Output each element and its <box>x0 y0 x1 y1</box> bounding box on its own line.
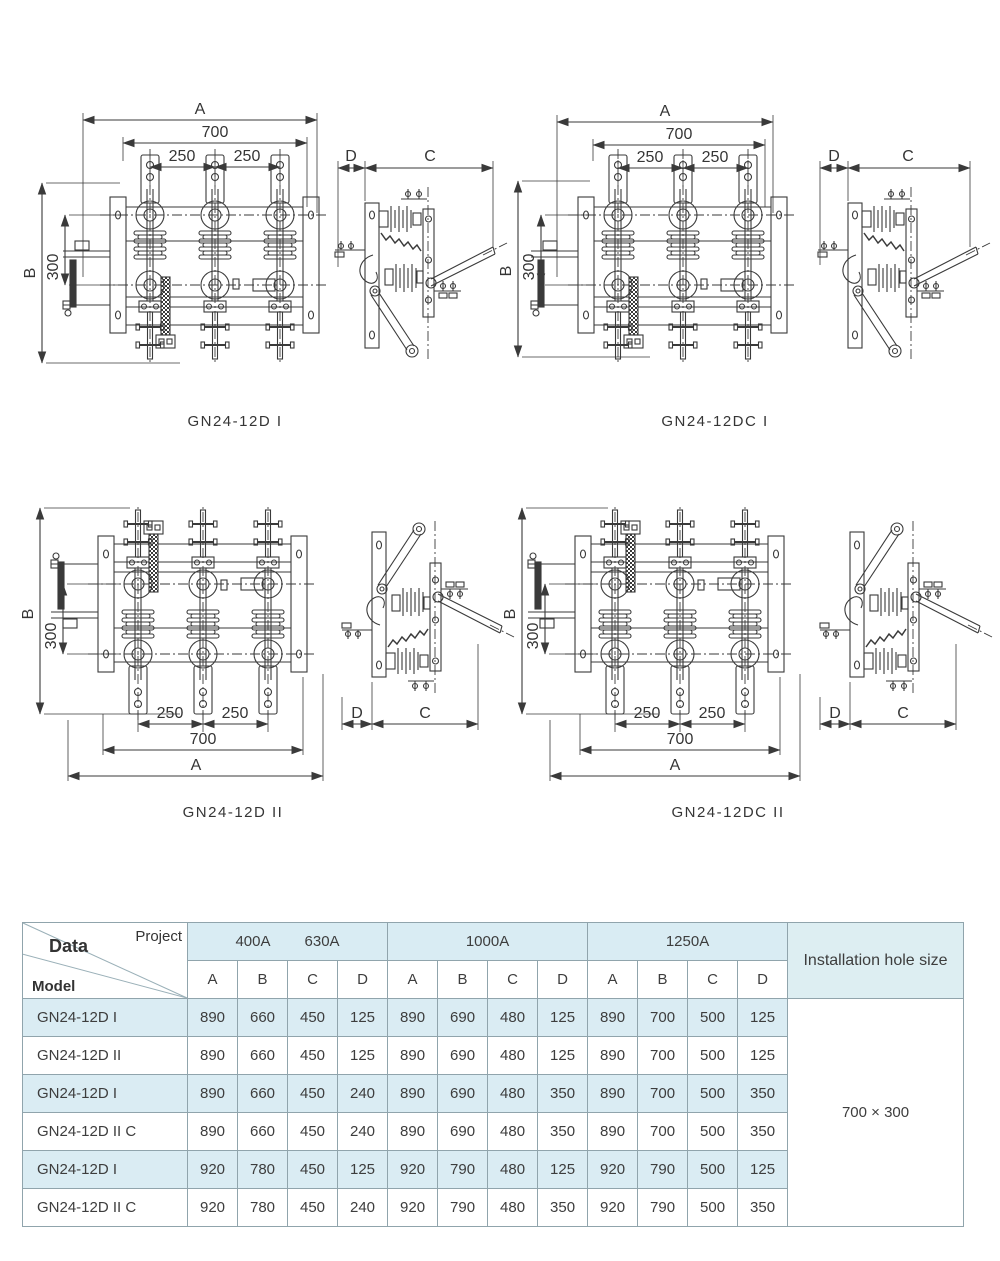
corner-data-label: Data <box>49 936 89 956</box>
dim-250-left-label: 250 <box>156 705 184 722</box>
value-cell: 480 <box>488 1189 538 1227</box>
dim-d-label: D <box>345 148 357 165</box>
value-cell: 125 <box>738 999 788 1037</box>
value-cell: 790 <box>438 1151 488 1189</box>
value-cell: 690 <box>438 1113 488 1151</box>
dim-a-label: A <box>669 757 681 774</box>
dim-b-label: B <box>502 608 519 620</box>
drawing-gn24-12dc-2 <box>500 462 980 830</box>
value-cell: 890 <box>388 999 438 1037</box>
dim-700-label: 700 <box>189 731 217 748</box>
sub-header: D <box>538 961 588 999</box>
value-cell: 700 <box>638 1075 688 1113</box>
sub-header: D <box>738 961 788 999</box>
drawing-caption: GN24-12D I <box>187 413 283 430</box>
value-cell: 450 <box>288 1189 338 1227</box>
sub-header: B <box>638 961 688 999</box>
value-cell: 790 <box>638 1151 688 1189</box>
value-cell: 890 <box>188 1113 238 1151</box>
value-cell: 890 <box>388 1113 438 1151</box>
value-cell: 920 <box>388 1151 438 1189</box>
dim-b-label: B <box>22 267 39 279</box>
value-cell: 125 <box>338 999 388 1037</box>
sub-header: C <box>288 961 338 999</box>
sub-header: A <box>188 961 238 999</box>
dim-c-label: C <box>902 148 914 165</box>
value-cell: 350 <box>538 1075 588 1113</box>
spec-table <box>22 922 964 1227</box>
value-cell: 690 <box>438 1075 488 1113</box>
dim-700-label: 700 <box>665 126 693 143</box>
value-cell: 660 <box>238 1113 288 1151</box>
dim-c-label: C <box>897 705 909 722</box>
value-cell: 660 <box>238 999 288 1037</box>
value-cell: 125 <box>338 1151 388 1189</box>
value-cell: 350 <box>738 1075 788 1113</box>
value-cell: 920 <box>388 1189 438 1227</box>
sub-header: B <box>438 961 488 999</box>
value-cell: 240 <box>338 1113 388 1151</box>
value-cell: 480 <box>488 1075 538 1113</box>
dim-250-right-label: 250 <box>233 148 261 165</box>
drawing-caption: GN24-12D II <box>182 804 284 821</box>
model-cell: GN24-12D II C <box>23 1113 188 1151</box>
dim-700-label: 700 <box>666 731 694 748</box>
dim-b-label: B <box>20 608 37 620</box>
value-cell: 500 <box>688 1151 738 1189</box>
group-label-400a: 400A <box>235 933 271 950</box>
corner-header-cell <box>23 923 188 999</box>
value-cell: 450 <box>288 999 338 1037</box>
value-cell: 920 <box>588 1151 638 1189</box>
drawing-caption: GN24-12DC II <box>671 804 785 821</box>
sub-header: A <box>588 961 638 999</box>
dim-a-label: A <box>659 103 671 120</box>
value-cell: 690 <box>438 999 488 1037</box>
value-cell: 350 <box>738 1189 788 1227</box>
value-cell: 480 <box>488 999 538 1037</box>
dim-a-label: A <box>194 101 206 118</box>
value-cell: 890 <box>588 999 638 1037</box>
value-cell: 660 <box>238 1037 288 1075</box>
dim-300-label: 300 <box>521 253 538 281</box>
value-cell: 890 <box>588 1037 638 1075</box>
value-cell: 480 <box>488 1113 538 1151</box>
value-cell: 125 <box>538 1151 588 1189</box>
value-cell: 125 <box>738 1151 788 1189</box>
value-cell: 125 <box>538 999 588 1037</box>
value-cell: 350 <box>538 1113 588 1151</box>
value-cell: 700 <box>638 1037 688 1075</box>
value-cell: 780 <box>238 1151 288 1189</box>
dim-250-right-label: 250 <box>221 705 249 722</box>
value-cell: 890 <box>188 1075 238 1113</box>
dim-250-left-label: 250 <box>633 705 661 722</box>
value-cell: 500 <box>688 1075 738 1113</box>
drawing-gn24-12dc-1 <box>500 95 980 440</box>
group-label-630a: 630A <box>304 933 340 950</box>
dim-250-left-label: 250 <box>636 149 664 166</box>
dim-250-right-label: 250 <box>698 705 726 722</box>
drawing-gn24-12d-1 <box>20 95 505 440</box>
col-group-1000: 1000A <box>388 923 588 961</box>
model-cell: GN24-12D II C <box>23 1189 188 1227</box>
dim-d-label: D <box>828 148 840 165</box>
model-cell: GN24-12D II <box>23 1037 188 1075</box>
dim-a-label: A <box>190 757 202 774</box>
sub-header: C <box>488 961 538 999</box>
value-cell: 890 <box>188 999 238 1037</box>
table-row <box>23 999 964 1037</box>
value-cell: 780 <box>238 1189 288 1227</box>
installation-hole-size-value: 700 × 300 <box>788 999 964 1227</box>
value-cell: 500 <box>688 1037 738 1075</box>
value-cell: 790 <box>638 1189 688 1227</box>
model-cell: GN24-12D I <box>23 999 188 1037</box>
value-cell: 660 <box>238 1075 288 1113</box>
model-cell: GN24-12D I <box>23 1151 188 1189</box>
value-cell: 125 <box>538 1037 588 1075</box>
model-cell: GN24-12D I <box>23 1075 188 1113</box>
dim-250-right-label: 250 <box>701 149 729 166</box>
dim-300-label: 300 <box>45 253 62 281</box>
value-cell: 700 <box>638 999 688 1037</box>
installation-hole-size-header: Installation hole size <box>788 923 964 999</box>
value-cell: 920 <box>588 1189 638 1227</box>
col-group-1250: 1250A <box>588 923 788 961</box>
value-cell: 500 <box>688 999 738 1037</box>
value-cell: 480 <box>488 1151 538 1189</box>
corner-model-label: Model <box>32 978 76 995</box>
value-cell: 125 <box>738 1037 788 1075</box>
value-cell: 240 <box>338 1189 388 1227</box>
value-cell: 890 <box>388 1037 438 1075</box>
value-cell: 920 <box>188 1189 238 1227</box>
dim-300-label: 300 <box>525 622 542 650</box>
value-cell: 890 <box>188 1037 238 1075</box>
col-group-400-630 <box>188 923 388 961</box>
sub-header: B <box>238 961 288 999</box>
value-cell: 450 <box>288 1075 338 1113</box>
value-cell: 350 <box>538 1189 588 1227</box>
value-cell: 240 <box>338 1075 388 1113</box>
value-cell: 690 <box>438 1037 488 1075</box>
dim-300-label: 300 <box>43 622 60 650</box>
value-cell: 890 <box>588 1075 638 1113</box>
sub-header: A <box>388 961 438 999</box>
dim-d-label: D <box>829 705 841 722</box>
dim-c-label: C <box>419 705 431 722</box>
sub-header: D <box>338 961 388 999</box>
drawing-gn24-12d-2 <box>20 462 490 830</box>
value-cell: 480 <box>488 1037 538 1075</box>
value-cell: 500 <box>688 1189 738 1227</box>
value-cell: 920 <box>188 1151 238 1189</box>
drawing-caption: GN24-12DC I <box>661 413 769 430</box>
value-cell: 450 <box>288 1037 338 1075</box>
value-cell: 450 <box>288 1113 338 1151</box>
value-cell: 790 <box>438 1189 488 1227</box>
dim-b-label: B <box>498 265 515 277</box>
dim-c-label: C <box>424 148 436 165</box>
value-cell: 125 <box>338 1037 388 1075</box>
value-cell: 700 <box>638 1113 688 1151</box>
corner-project-label: Project <box>135 928 182 945</box>
value-cell: 890 <box>388 1075 438 1113</box>
dim-d-label: D <box>351 705 363 722</box>
value-cell: 350 <box>738 1113 788 1151</box>
value-cell: 500 <box>688 1113 738 1151</box>
dim-250-left-label: 250 <box>168 148 196 165</box>
sub-header: C <box>688 961 738 999</box>
value-cell: 890 <box>588 1113 638 1151</box>
dim-700-label: 700 <box>201 124 229 141</box>
value-cell: 450 <box>288 1151 338 1189</box>
